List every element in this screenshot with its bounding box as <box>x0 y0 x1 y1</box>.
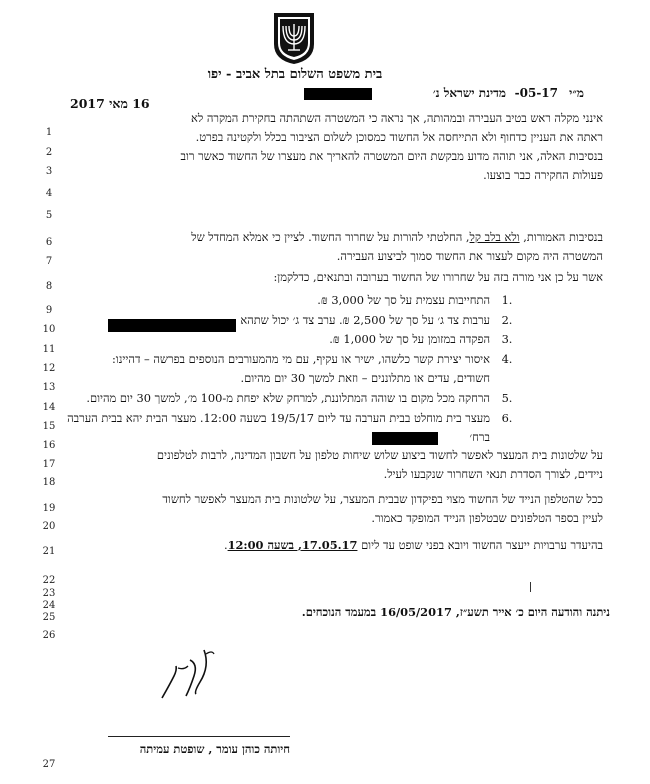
condition-text: התחייבות עצמית על סך של 3,000 ₪. <box>317 293 490 307</box>
line-number: 9 <box>45 305 53 316</box>
paragraph-line: על שלטונות בית המעצר לאפשר לחשוד ביצוע שלוש שיחות טלפון על חשבון המדינה, לרבות לטלפונים <box>156 448 603 462</box>
condition-text: איסור יצירת קשר כלשהו, ישיר או עקיף, עם מי מהמעורבים הנוספים בפרשה – דהיינו: <box>111 352 490 366</box>
list-number: 1. <box>501 293 513 307</box>
underlined-text: ולא בלב קל <box>469 230 520 244</box>
paragraph-line: בנסיבות האלה, אני תוהה מדוע מבקשת היום המשטרה להאריך את מעצרו של החשוד כאשר רוב <box>180 149 603 163</box>
line-number: 5 <box>45 210 53 221</box>
paragraph-line: ניידים, לצורך הסדרת תנאי השחרור שנקבעו לעיל. <box>383 467 603 481</box>
given-statement: ניתנה והודעה היום כ׳ אייר תשע״ז, 16/05/2017 במעמד הנוכחים. <box>301 605 610 619</box>
redaction-block <box>372 432 438 445</box>
paragraph-line: ככל שהטלפון הנייד של החשוד מצוי בפיקדון שבבית המעצר, על שלטונות בית המעצר לאפשר לחשוד <box>162 492 603 506</box>
line-number: 16 <box>42 440 56 451</box>
case-suffix: -05-17 <box>514 86 558 100</box>
condition-text: מעצר בית מוחלט בבית הערבה עד ליום 19/5/17 בשעה 12:00. מעצר הבית יהא בבית הערבה <box>67 411 490 425</box>
signature-line <box>108 736 290 737</box>
redaction-block <box>304 88 372 100</box>
line-number: 3 <box>45 166 53 177</box>
line-number: 1 <box>45 127 53 138</box>
line-number: 24 <box>42 600 56 611</box>
signature <box>150 640 230 710</box>
list-number: 5. <box>501 391 513 405</box>
line-number: 14 <box>42 402 56 413</box>
text-run: . <box>223 538 228 552</box>
paragraph-line: לעיין בספר הטלפונים שבטלפון הנייד המופקד כאמור. <box>371 511 603 525</box>
line-number: 25 <box>42 612 56 623</box>
text-run: בנסיבות האמורות, <box>519 230 603 244</box>
line-number: 19 <box>42 503 56 514</box>
paragraph-line: ראתה את העניין כדחוף ולא התייחסה אל החשוד כמסוכן לשלום הציבור בכלל ולקטינה בפרט. <box>195 130 603 144</box>
line-number: 11 <box>42 344 56 355</box>
paragraph-line <box>62 538 603 552</box>
condition-text: הפקדה במזומן על סך של 1,000 ₪. <box>329 332 490 346</box>
line-number: 21 <box>42 546 56 557</box>
text-run: , החלטתי להורות על שחרור החשוד. לציין כי אמלא המחדל של <box>191 230 470 244</box>
state-emblem <box>270 10 318 66</box>
line-number: 7 <box>45 256 53 267</box>
paragraph-line: פעולות החקירה כבר בוצעו. <box>483 168 603 182</box>
line-number: 22 <box>42 575 56 586</box>
line-number: 2 <box>45 147 53 158</box>
line-number: 20 <box>42 521 56 532</box>
court-name: בית משפט השלום בתל אביב - יפו <box>207 67 383 82</box>
paragraph-line <box>62 230 603 244</box>
line-number: 26 <box>42 630 56 641</box>
redaction-block <box>108 319 236 332</box>
case-parties: מדינת ישראל נ׳ <box>432 86 506 100</box>
margin-mark <box>530 582 531 592</box>
condition-text: חשודים, עדים או מתלוננים – וזאת למשך 30 יום מהיום. <box>240 371 490 385</box>
line-number: 17 <box>42 459 56 470</box>
line-number: 10 <box>42 324 56 335</box>
document-date: 16 מאי 2017 <box>70 96 150 111</box>
case-number-line <box>290 86 588 104</box>
judge-name: חיותה כוהן עומר , שופטת עמיתה <box>139 742 290 756</box>
line-number: 12 <box>42 363 56 374</box>
line-number: 8 <box>45 281 53 292</box>
line-number: 23 <box>42 588 56 599</box>
condition-text: ערבות צד ג׳ על סך של 2,500 ₪. ערב צד ג׳ יכול שתהא <box>240 313 490 327</box>
line-number: 27 <box>42 759 56 770</box>
case-prefix: מ״י <box>569 86 584 100</box>
underlined-date: 17.05.17, בשעה 12:00 <box>227 538 358 552</box>
condition-text: ברח׳ <box>469 430 490 444</box>
paragraph-line: אשר על כן אני מורה בזה על שחרורו של החשוד בערובה ובתנאים, כדלקמן: <box>273 270 603 284</box>
line-number: 13 <box>42 382 56 393</box>
list-number: 2. <box>501 313 513 327</box>
line-number: 4 <box>45 188 53 199</box>
line-number: 18 <box>42 477 56 488</box>
text-run: בהיעדר ערבויות ייעצר החשוד ויובא בפני שופט עד ליום <box>357 538 603 552</box>
line-number: 6 <box>45 237 53 248</box>
paragraph-line: אינני מקלה ראש בטיב העבירה ובמהותה, אך נראה כי המשטרה השתהתה בחקירת המקרה לא <box>191 111 603 125</box>
paragraph-line: המשטרה היה מקום לעצור את החשוד סמוך לביצוע העבירה. <box>336 249 603 263</box>
list-number: 4. <box>501 352 513 366</box>
line-number: 15 <box>42 421 56 432</box>
condition-text: הרחקה מכל מקום בו שוהה המתלוננת, למרחק שלא יפחת מ-100 מ׳, למשך 30 יום מהיום. <box>86 391 490 405</box>
list-number: 3. <box>501 332 513 346</box>
list-number: 6. <box>501 411 513 425</box>
